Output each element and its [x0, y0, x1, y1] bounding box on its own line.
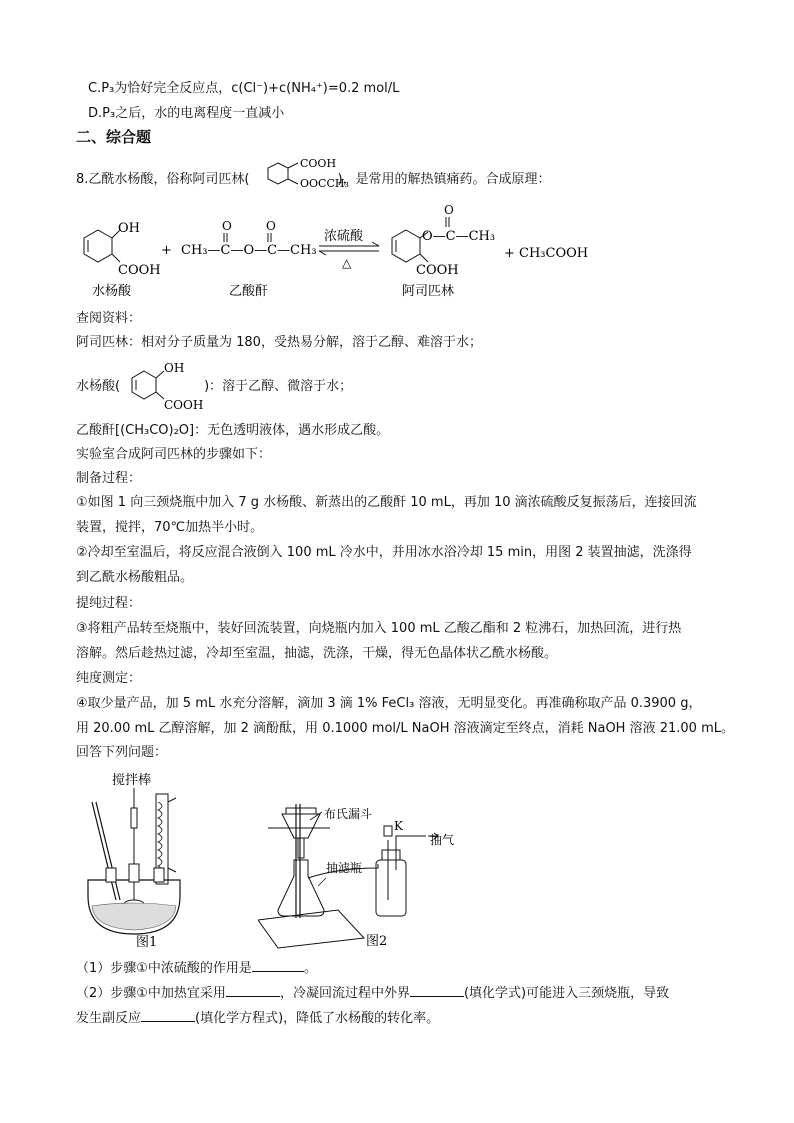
sub2-text-c: (填化学式)可能进入三颈烧瓶，导致	[463, 986, 670, 1001]
steps-intro: 实验室合成阿司匹林的步骤如下：	[76, 447, 272, 462]
step1-line2: 装置，搅拌，70℃加热半小时。	[76, 520, 264, 535]
step1-line1: ①如图 1 向三颈烧瓶中加入 7 g 水杨酸、新蒸出的乙酸酐 10 mL，再加 10 滴浓硫酸反复振荡后，连接回流	[76, 495, 697, 510]
synthesis-reaction-scheme	[76, 200, 636, 305]
sub-question-2-line2	[76, 1009, 439, 1028]
purity-title: 纯度测定：	[76, 671, 142, 686]
section-title: 二、综合题	[76, 128, 152, 146]
sub2-text-e: (填化学方程式)，降低了水杨酸的转化率。	[195, 1011, 440, 1026]
inline-cooh-label: COOH	[300, 157, 337, 170]
anhydride-info: 乙酸酐[(CH₃CO)₂O]：无色透明液体，遇水形成乙酸。	[76, 423, 390, 438]
salicylic-info-pre: 水杨酸(	[76, 379, 121, 394]
fig2-caption: 图2	[366, 934, 388, 949]
sub2-text-d: 发生副反应	[76, 1011, 142, 1026]
equilibrium-arrow	[319, 229, 379, 270]
acetic-anhydride-structure	[181, 219, 317, 299]
option-c: C.P₃为恰好完全反应点，c(Cl⁻)+c(NH₄⁺)=0.2 mol/L	[88, 81, 400, 96]
step4-line1: ④取少量产品，加 5 mL 水充分溶解，滴加 3 滴 1% FeCl₃ 溶液，无明显变化。再准确称取产品 0.3900 g，	[76, 696, 702, 711]
fig2-funnel-label: 布氏漏斗	[324, 807, 373, 821]
step3-line2: 溶解。然后趁热过滤，冷却至室温，抽滤，洗涤，干燥，得无色晶体状乙酰水杨酸。	[76, 646, 558, 661]
fig1-stirrer-label: 搅拌棒	[112, 773, 152, 788]
sub2-formula-blank[interactable]	[410, 984, 464, 997]
sub-question-1	[76, 959, 317, 978]
salicylic-oh: OH	[118, 221, 140, 236]
byproduct-acetic-acid: + CH₃COOH	[504, 246, 589, 261]
option-d: D.P₃之后，水的电离程度一直减小	[88, 106, 285, 121]
sub2-text-b: ，冷凝回流过程中外界	[279, 986, 410, 1001]
salicylic-info-post: )：溶于乙醇、微溶于水；	[204, 379, 353, 394]
figure-1-reflux-apparatus	[76, 768, 226, 948]
label-salicylic-acid: 水杨酸	[92, 284, 132, 299]
figure-2-suction-filtration	[258, 790, 488, 950]
fig2-flask-label: 抽滤瓶	[326, 861, 363, 875]
anhydride-o2: O	[266, 219, 276, 233]
purify-title: 提纯过程：	[76, 596, 142, 611]
anhydride-formula: CH₃—C—O—C—CH₃	[181, 243, 317, 258]
step2-line1: ②冷却至室温后，将反应混合液倒入 100 mL 冷水中，并用冰水浴冷却 15 min，用图 2 装置抽滤，洗涤得	[76, 545, 692, 560]
plus-sign: +	[161, 243, 172, 258]
sub-question-2-line1	[76, 984, 669, 1003]
q8-intro-post: )，是常用的解热镇痛药。合成原理：	[337, 172, 551, 187]
aspirin-cooh: COOH	[416, 263, 459, 278]
aspirin-carbonyl-o: O	[444, 203, 454, 217]
sub2-equation-blank[interactable]	[141, 1009, 195, 1022]
reference-title: 查阅资料：	[76, 311, 142, 326]
aspirin-structure	[392, 203, 495, 299]
sub1-text: （1）步骤①中浓硫酸的作用是	[76, 961, 252, 976]
inline-oocch3-label: OOCCH₃	[300, 177, 349, 190]
salicylic-inline-cooh: COOH	[164, 398, 204, 412]
sub2-heating-blank[interactable]	[226, 984, 280, 997]
salicylic-acid-structure	[84, 221, 161, 299]
aspirin-info: 阿司匹林：相对分子质量为 180，受热易分解，溶于乙醇、难溶于水；	[76, 335, 482, 350]
catalyst-label: 浓硫酸	[324, 229, 364, 244]
salicylic-inline-oh: OH	[164, 361, 185, 375]
salicylic-inline-structure	[124, 357, 214, 413]
salicylic-cooh: COOH	[118, 263, 161, 278]
sub1-answer-blank[interactable]	[252, 959, 304, 972]
prep-title: 制备过程：	[76, 471, 142, 486]
sub1-end: 。	[303, 961, 317, 976]
step4-line2: 用 20.00 mL 乙醇溶解，加 2 滴酚酞，用 0.1000 mol/L NaOH 溶液滴定至终点，消耗 NaOH 溶液 21.00 mL。	[76, 721, 734, 736]
fig2-suction-label: 抽气	[430, 833, 455, 847]
anhydride-o1: O	[222, 219, 232, 233]
aspirin-ester-group: O—C—CH₃	[422, 229, 496, 244]
heat-symbol: △	[342, 256, 352, 270]
label-aspirin: 阿司匹林	[402, 284, 455, 299]
q8-intro-pre: 8.乙酰水杨酸，俗称阿司匹林(	[76, 172, 250, 187]
label-acetic-anhydride: 乙酸酐	[229, 284, 269, 299]
step2-line2: 到乙酰水杨酸粗品。	[76, 570, 194, 585]
fig1-caption: 图1	[136, 935, 158, 948]
sub2-text-a: （2）步骤①中加热宜采用	[76, 986, 226, 1001]
fig2-valve-k: K	[394, 819, 403, 833]
aspirin-inline-structure	[262, 154, 354, 190]
salicylic-info	[76, 378, 352, 396]
answer-prompt: 回答下列问题：	[76, 745, 168, 760]
step3-line1: ③将粗产品转至烧瓶中，装好回流装置，向烧瓶内加入 100 mL 乙酸乙酯和 2 粒沸石，加热回流，进行热	[76, 621, 682, 636]
